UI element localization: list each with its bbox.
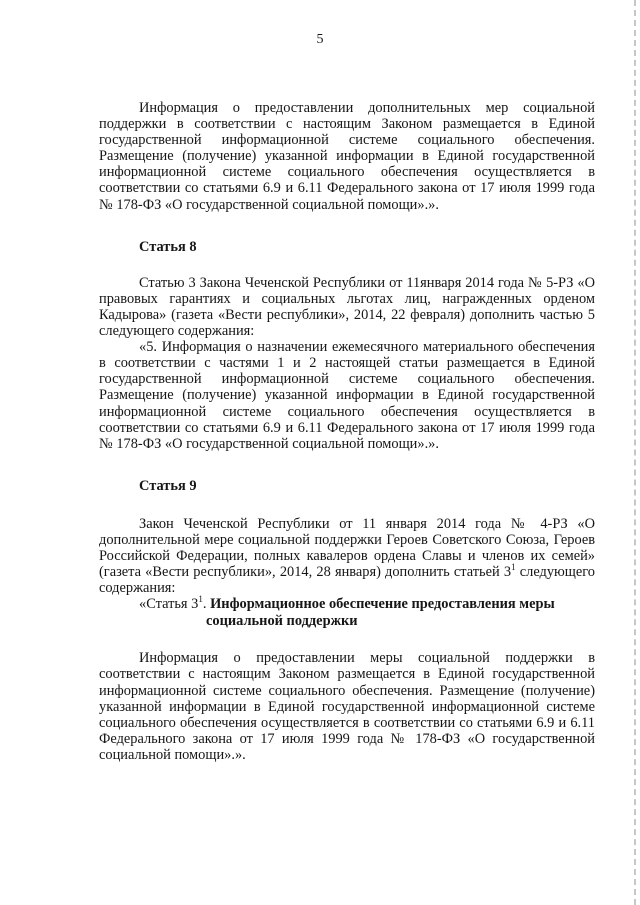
new-article-title xyxy=(99,596,595,613)
new-article-prefix: «Статья 3 xyxy=(139,596,199,613)
intro-paragraph: Информация о предоставлении дополнительных мер социальной поддержки в соответствии с настоящим Законом размещается в Единой государственной информационной системе социального обеспечения. Размещение (получение) указанной информации в Единой государственной информационной системе социального обеспечения осуществляется в соответствии со статьями 6.9 и 6.11 Федерального закона от 17 июля 1999 года № 178-ФЗ «О государственной социальной помощи».». xyxy=(99,100,595,213)
article-8-paragraph-2: «5. Информация о назначении ежемесячного материального обеспечения в соответствии с частями 1 и 2 настоящей статьи размещается в Единой государственной информационной системе социального обеспечения. Размещение (получение) указанной информации в Единой государственной информационной системе социального обеспечения осуществляется в соответствии со статьями 6.9 и 6.11 Федерального закона от 17 июля 1999 года № 178-ФЗ «О государственной социальной помощи».». xyxy=(99,339,595,452)
new-article-title-line-1: Информационное обеспечение предоставления меры xyxy=(210,596,555,613)
article-9-heading: Статья 9 xyxy=(139,477,197,494)
new-article-title-line-2: социальной поддержки xyxy=(206,613,358,630)
spacer xyxy=(99,630,595,650)
superscript: 1 xyxy=(511,562,516,573)
spacer xyxy=(99,255,595,275)
article-9-paragraph-1 xyxy=(99,516,595,596)
spacer xyxy=(99,494,595,516)
document-body xyxy=(99,100,595,763)
new-article-dot: . xyxy=(202,596,207,613)
scan-edge-line xyxy=(634,0,636,905)
article-9-paragraph-1-main: Закон Чеченской Республики от 11 января 2014 года № 4-РЗ «О дополнительной мере социальной поддержки Героев Советского Союза, Героев Российской Федерации, полных кавалеров ордена Славы и членов их семей» (газета «Вести республики», 2014, 28 января) дополнить статьей 3 xyxy=(99,515,595,581)
article-8-paragraph-1: Статью 3 Закона Чеченской Республики от 11января 2014 года № 5-РЗ «О правовых гарантиях и социальных льготах лиц, награжденных орденом Кадырова» (газета «Вести республики», 2014, 22 февраля) дополнить частью 5 следующего содержания: xyxy=(99,274,595,340)
superscript: 1 xyxy=(198,594,203,605)
article-8-heading: Статья 8 xyxy=(139,238,197,255)
article-9-paragraph-2: Информация о предоставлении меры социальной поддержки в соответствии с настоящим Законом размещается в Единой государственной информационной системе социального обеспечения. Размещение (получение) указанной информации в Единой государственной информационной системе социального обеспечения осуществляется в соответствии со статьями 6.9 и 6.11 Федерального закона от 17 июля 1999 года № 178-ФЗ «О государственной социальной помощи».». xyxy=(99,650,595,763)
article-9-paragraph-1-tail: следующего содержания: xyxy=(99,564,595,597)
page-number: 5 xyxy=(316,32,324,47)
spacer xyxy=(99,452,595,478)
spacer xyxy=(99,213,595,239)
